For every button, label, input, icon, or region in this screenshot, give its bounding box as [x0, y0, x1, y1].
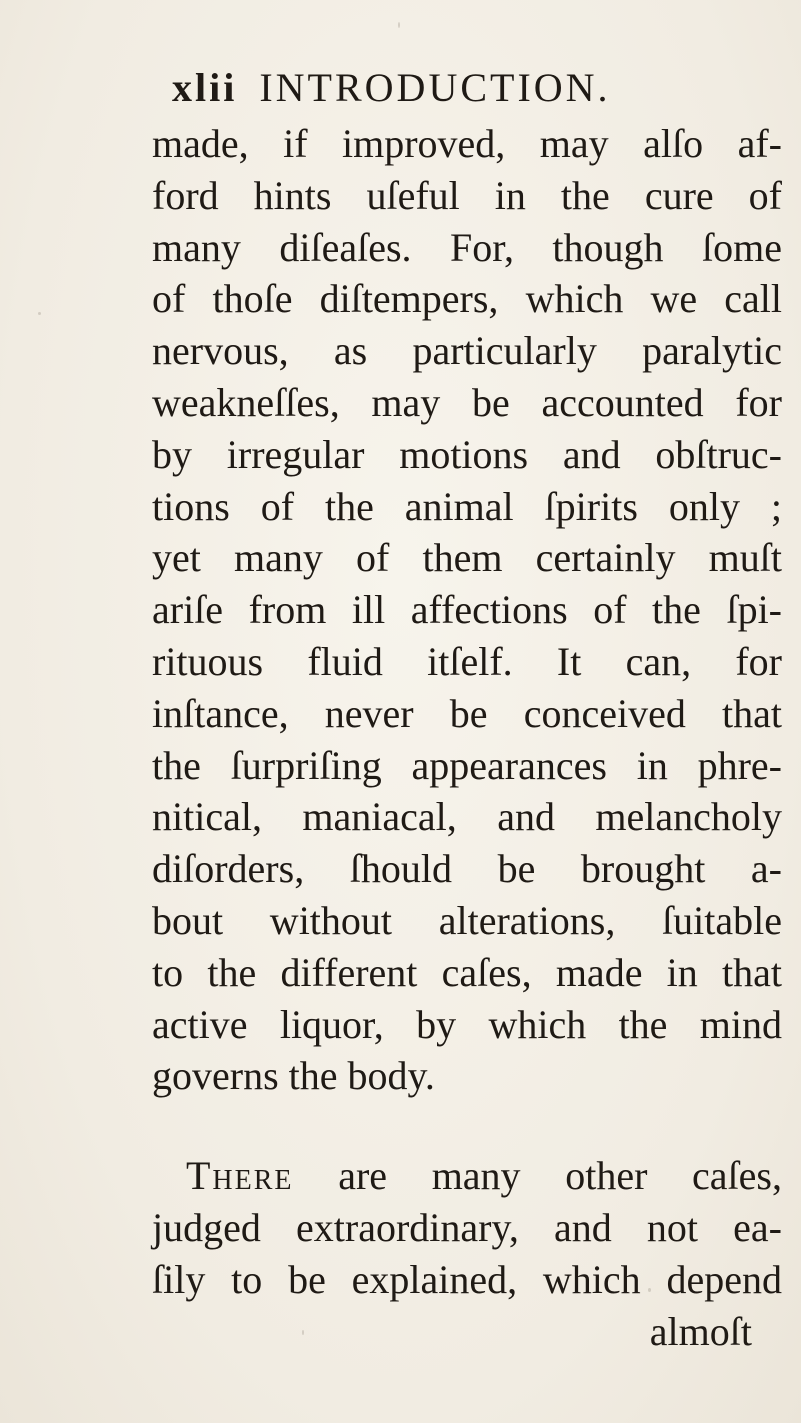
- paragraph-2: [152, 1150, 782, 1357]
- paper-speck: [398, 22, 400, 28]
- text-line: of thoſe diſtempers, which we call: [152, 276, 782, 322]
- text-line: tions of the animal ſpirits only ;: [152, 483, 782, 529]
- text-line: made, if improved, may alſo af-: [152, 121, 782, 166]
- text-line: yet many of them certainly muſt: [152, 535, 782, 581]
- text-line: rituous fluid itſelf. It can, for: [152, 638, 782, 684]
- running-title: INTRODUCTION.: [259, 65, 611, 110]
- text-line: judged extraordinary, and not ea-: [152, 1204, 782, 1250]
- paragraph-gap: [152, 1102, 782, 1150]
- running-head: [172, 58, 672, 118]
- text-line: diſorders, ſhould be brought a-: [152, 846, 782, 892]
- catchword: almoſt: [649, 1308, 752, 1354]
- text-line: nervous, as particularly paralytic: [152, 328, 782, 374]
- text-line: ford hints uſeful in the cure of: [152, 172, 782, 218]
- paper-speck: [302, 1330, 304, 1335]
- text-line: ſily to be explained, which depend: [152, 1256, 782, 1302]
- paragraph-1: [152, 118, 782, 1102]
- text-line: the ſurpriſing appearances in phre-: [152, 742, 782, 788]
- text-line: to the different caſes, made in that: [152, 949, 782, 995]
- body-text: [152, 118, 782, 1357]
- paragraph-lead-word: There: [186, 1153, 294, 1199]
- text-line: governs the body.: [152, 1053, 435, 1099]
- paper-speck: [648, 1288, 651, 1292]
- paper-speck: [38, 312, 41, 315]
- text-line: bout without alterations, ſuitable: [152, 897, 782, 943]
- text-line: by irregular motions and obſtruc-: [152, 431, 782, 477]
- text-line: ariſe from ill affections of the ſpi-: [152, 587, 782, 633]
- text-line: inſtance, never be conceived that: [152, 690, 782, 736]
- text-line: [152, 1150, 782, 1202]
- text-line: nitical, maniacal, and melancholy: [152, 794, 782, 840]
- text-line: active liquor, by which the mind: [152, 1001, 782, 1047]
- page-number: xlii: [172, 65, 238, 110]
- text-line-rest: are many other caſes,: [338, 1153, 782, 1199]
- text-line: weakneſſes, may be accounted for: [152, 379, 782, 425]
- text-line: many diſeaſes. For, though ſome: [152, 224, 782, 270]
